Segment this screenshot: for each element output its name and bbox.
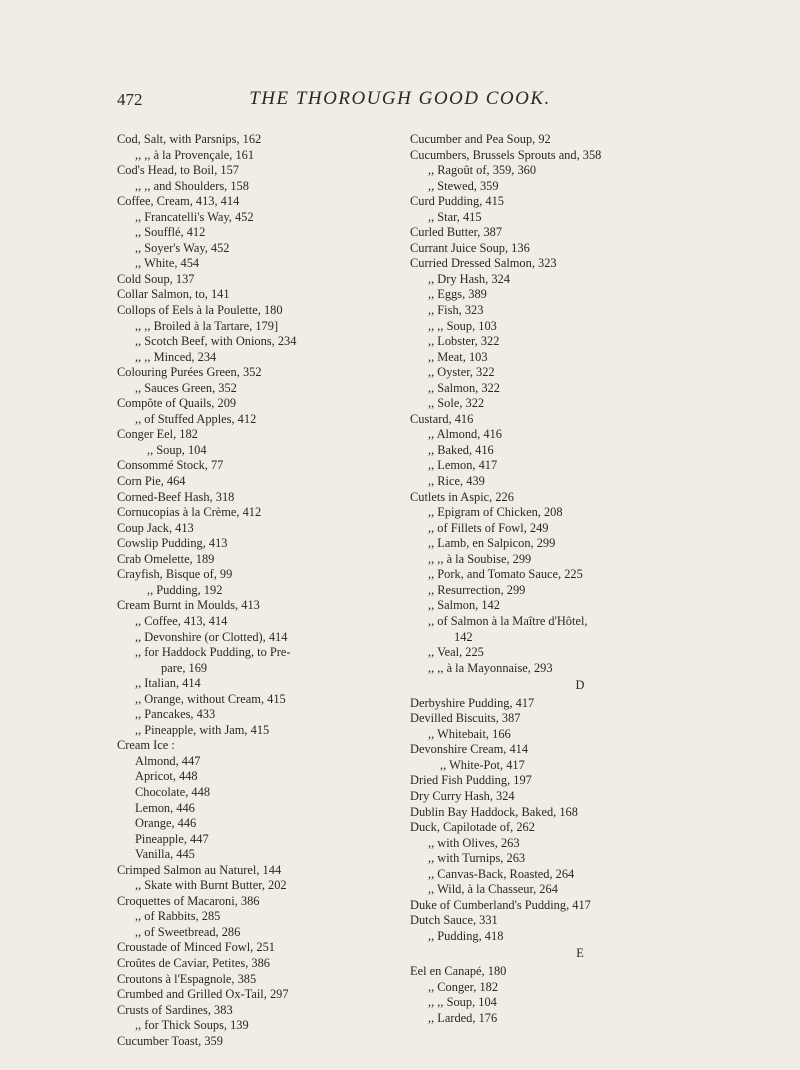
index-entry: ,, Eggs, 389 <box>428 287 487 302</box>
index-entry: Cornucopias à la Crème, 412 <box>117 505 262 520</box>
index-entry: Cream Burnt in Moulds, 413 <box>117 598 260 613</box>
index-entry: ,, Pork, and Tomato Sauce, 225 <box>428 567 583 582</box>
index-entry: ,, with Olives, 263 <box>428 835 520 850</box>
index-entry: ,, Conger, 182 <box>428 979 499 994</box>
page-header <box>0 90 800 120</box>
index-entry: ,, Scotch Beef, with Onions, 234 <box>135 334 297 349</box>
running-title: THE THOROUGH GOOD COOK. <box>249 88 551 109</box>
index-entry: Coffee, Cream, 413, 414 <box>117 194 240 209</box>
index-entry: Curd Pudding, 415 <box>410 194 504 209</box>
index-entry: ,, Devonshire (or Clotted), 414 <box>135 629 288 644</box>
index-entry: Dry Curry Hash, 324 <box>410 788 515 803</box>
index-entry: ,, of Fillets of Fowl, 249 <box>428 520 549 535</box>
index-entry: ,, Orange, without Cream, 415 <box>135 691 286 706</box>
index-entry: Cod's Head, to Boil, 157 <box>117 163 240 178</box>
index-entry: ,, Francatelli's Way, 452 <box>135 209 254 224</box>
index-entry: Dried Fish Pudding, 197 <box>410 773 532 788</box>
index-entry: ,, Pineapple, with Jam, 415 <box>135 722 270 737</box>
index-entry: ,, Pudding, 192 <box>147 582 223 597</box>
index-entry: ,, Dry Hash, 324 <box>428 271 510 286</box>
index-column-right <box>410 132 750 1026</box>
index-entry: ,, Canvas-Back, Roasted, 264 <box>428 866 575 881</box>
index-entry: Coup Jack, 413 <box>117 520 194 535</box>
index-entry: ,, Soup, 104 <box>147 442 207 457</box>
index-entry: Lemon, 446 <box>135 800 195 815</box>
index-entry: Cucumbers, Brussels Sprouts and, 358 <box>410 147 602 162</box>
index-entry: ,, Stewed, 359 <box>428 178 499 193</box>
index-entry: ,, Sole, 322 <box>428 396 485 411</box>
index-entry: Collar Salmon, to, 141 <box>117 287 230 302</box>
index-entry: ,, Oyster, 322 <box>428 365 495 380</box>
index-entry: Eel en Canapé, 180 <box>410 963 507 978</box>
index-entry-continuation: pare, 169 <box>161 660 208 675</box>
index-entry: ,, Salmon, 142 <box>428 598 500 613</box>
index-entry: Corned-Beef Hash, 318 <box>117 489 235 504</box>
index-entry: ,, Lemon, 417 <box>428 458 498 473</box>
index-entry: Cucumber Toast, 359 <box>117 1033 223 1048</box>
index-entry: Compôte of Quails, 209 <box>117 396 237 411</box>
index-entry: ,, of Sweetbread, 286 <box>135 924 241 939</box>
index-entry: Duck, Capilotade of, 262 <box>410 820 535 835</box>
index-entry: Crusts of Sardines, 383 <box>117 1002 233 1017</box>
index-entry: ,, Almond, 416 <box>428 427 503 442</box>
index-entry: ,, Pudding, 418 <box>428 928 504 943</box>
index-entry: Almond, 447 <box>135 753 201 768</box>
index-entry: Vanilla, 445 <box>135 847 195 862</box>
index-entry: ,, ,, Broiled à la Tartare, 179] <box>135 318 279 333</box>
index-entry: ,, Meat, 103 <box>428 349 488 364</box>
index-entry: ,, Italian, 414 <box>135 676 201 691</box>
index-entry: Pineapple, 447 <box>135 831 209 846</box>
index-entry: Orange, 446 <box>135 816 197 831</box>
index-entry: ,, Star, 415 <box>428 209 482 224</box>
index-entry: Crayfish, Bisque of, 99 <box>117 567 233 582</box>
page-number: 472 <box>117 90 143 109</box>
index-entry: ,, Larded, 176 <box>428 1010 498 1025</box>
index-entry: Croustade of Minced Fowl, 251 <box>117 940 275 955</box>
index-entry: Croûtes de Caviar, Petites, 386 <box>117 955 270 970</box>
index-entry: ,, ,, Soup, 103 <box>428 318 497 333</box>
index-entry: Corn Pie, 464 <box>117 474 186 489</box>
index-entry: Cucumber and Pea Soup, 92 <box>410 132 551 146</box>
index-entry: Devilled Biscuits, 387 <box>410 711 521 726</box>
index-entry: ,, Whitebait, 166 <box>428 726 511 741</box>
index-entry: ,, of Rabbits, 285 <box>135 909 221 924</box>
index-entry: ,, Wild, à la Chasseur, 264 <box>428 882 558 897</box>
index-entry: ,, for Thick Soups, 139 <box>135 1018 249 1033</box>
index-entry: Currant Juice Soup, 136 <box>410 240 530 255</box>
index-entry-continuation: 142 <box>454 629 473 644</box>
index-entry: Custard, 416 <box>410 411 474 426</box>
index-entry: ,, Salmon, 322 <box>428 380 500 395</box>
index-entry: ,, ,, and Shoulders, 158 <box>135 178 249 193</box>
index-entry: Devonshire Cream, 414 <box>410 742 529 757</box>
index-entry: ,, White-Pot, 417 <box>440 757 525 772</box>
index-entry: Dublin Bay Haddock, Baked, 168 <box>410 804 578 819</box>
index-entry: Duke of Cumberland's Pudding, 417 <box>410 897 591 912</box>
index-entry: Cod, Salt, with Parsnips, 162 <box>117 132 262 146</box>
index-entry: ,, Ragoût of, 359, 360 <box>428 163 537 178</box>
index-entry: Cutlets in Aspic, 226 <box>410 489 514 504</box>
index-entry: ,, Soufflé, 412 <box>135 225 206 240</box>
index-entry: ,, Lamb, en Salpicon, 299 <box>428 536 556 551</box>
index-column-left <box>117 132 417 1049</box>
index-entry: Curled Butter, 387 <box>410 225 503 240</box>
index-entry: ,, ,, à la Mayonnaise, 293 <box>428 660 553 675</box>
index-entry: Croquettes of Macaroni, 386 <box>117 893 260 908</box>
index-entry: ,, ,, à la Soubise, 299 <box>428 551 532 566</box>
index-entry: Apricot, 448 <box>135 769 198 784</box>
index-entry: ,, Fish, 323 <box>428 303 484 318</box>
index-entry: ,, of Salmon à la Maître d'Hôtel, <box>428 613 588 628</box>
index-entry: Consommé Stock, 77 <box>117 458 224 473</box>
index-entry: ,, Veal, 225 <box>428 645 484 660</box>
index-entry: ,, Resurrection, 299 <box>428 582 526 597</box>
index-entry: ,, Coffee, 413, 414 <box>135 613 228 628</box>
index-entry: Colouring Purées Green, 352 <box>117 365 262 380</box>
index-entry: ,, ,, Soup, 104 <box>428 995 497 1010</box>
index-entry: ,, for Haddock Pudding, to Pre- <box>135 645 291 660</box>
index-entry: Cream Ice : <box>117 738 175 753</box>
index-entry: Dutch Sauce, 331 <box>410 913 498 928</box>
index-entry: ,, Rice, 439 <box>428 474 485 489</box>
index-entry: ,, Pancakes, 433 <box>135 707 216 722</box>
index-entry: Croutons à l'Espagnole, 385 <box>117 971 257 986</box>
index-entry: ,, Soyer's Way, 452 <box>135 240 230 255</box>
index-entry: Collops of Eels à la Poulette, 180 <box>117 303 283 318</box>
index-entry: Curried Dressed Salmon, 323 <box>410 256 557 271</box>
index-entry: Crumbed and Grilled Ox-Tail, 297 <box>117 987 289 1002</box>
index-entry: ,, ,, à la Provençale, 161 <box>135 147 255 162</box>
index-entry: ,, ,, Minced, 234 <box>135 349 217 364</box>
section-letter: D <box>575 678 585 693</box>
index-entry: ,, Baked, 416 <box>428 442 494 457</box>
index-entry: ,, White, 454 <box>135 256 200 271</box>
index-entry: Conger Eel, 182 <box>117 427 198 442</box>
index-entry: Derbyshire Pudding, 417 <box>410 695 535 710</box>
index-entry: ,, Sauces Green, 352 <box>135 380 237 395</box>
index-entry: ,, Skate with Burnt Butter, 202 <box>135 878 287 893</box>
index-entry: ,, Epigram of Chicken, 208 <box>428 505 563 520</box>
index-entry: ,, with Turnips, 263 <box>428 851 526 866</box>
index-entry: ,, of Stuffed Apples, 412 <box>135 411 257 426</box>
index-entry: Chocolate, 448 <box>135 784 211 799</box>
index-entry: Crimped Salmon au Naturel, 144 <box>117 862 282 877</box>
index-entry: Cowslip Pudding, 413 <box>117 536 228 551</box>
section-letter: E <box>576 946 584 961</box>
index-entry: ,, Lobster, 322 <box>428 334 500 349</box>
index-entry: Cold Soup, 137 <box>117 271 195 286</box>
index-entry: Crab Omelette, 189 <box>117 551 215 566</box>
